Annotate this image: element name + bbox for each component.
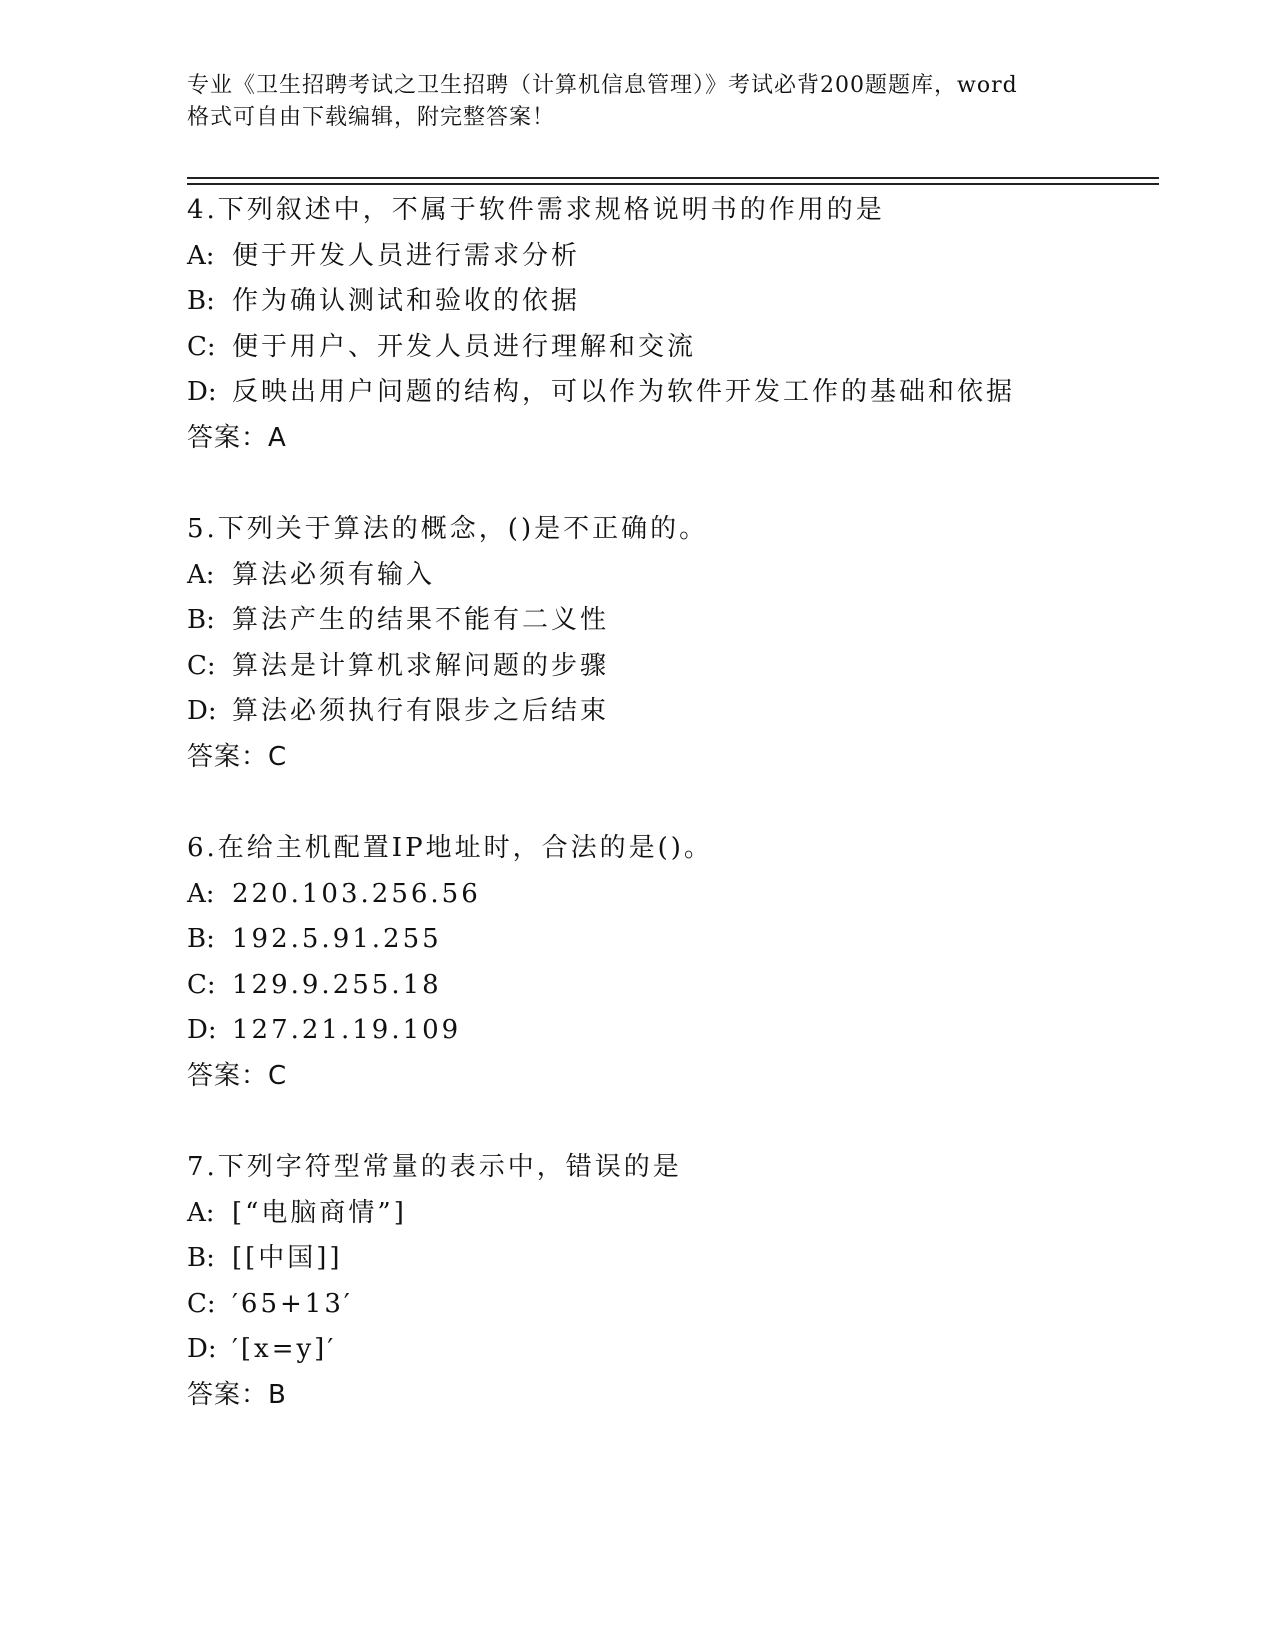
option-label: D:: [187, 377, 217, 407]
option-label: D:: [187, 1015, 217, 1045]
option-c: [187, 1282, 1147, 1328]
option-c: [187, 963, 1147, 1009]
question-stem: 6.在给主机配置IP地址时，合法的是()。: [187, 833, 713, 863]
option-a: [187, 553, 1147, 599]
option-a: [187, 234, 1147, 280]
option-b: [187, 279, 1147, 325]
option-label: B:: [187, 286, 215, 316]
option-label: C:: [187, 331, 216, 362]
header-divider-top: [187, 177, 1159, 179]
option-text: 127.21.19.109: [232, 1015, 462, 1045]
option-b: [187, 598, 1147, 644]
option-label: B:: [187, 1243, 215, 1273]
option-text: ′[x=y]′: [232, 1334, 337, 1364]
question-4: [187, 188, 1147, 461]
option-text: 便于开发人员进行需求分析: [232, 240, 581, 271]
header-line-1: 专业《卫生招聘考试之卫生招聘（计算机信息管理）》考试必背200题题库，word: [187, 73, 1018, 98]
answer-line: 答案：B: [187, 1379, 287, 1410]
option-b: [187, 1236, 1147, 1282]
option-label: A:: [187, 878, 215, 909]
option-label: A:: [187, 559, 215, 590]
option-text: [“电脑商情”]: [232, 1197, 407, 1228]
option-label: C:: [187, 650, 216, 681]
option-text: 算法必须有输入: [232, 559, 436, 590]
option-label: A:: [187, 240, 215, 271]
question-7: [187, 1145, 1147, 1418]
question-stem: 7.下列字符型常量的表示中，错误的是: [187, 1152, 682, 1182]
option-d: [187, 370, 1147, 416]
option-d: [187, 689, 1147, 735]
option-label: C:: [187, 969, 216, 1000]
option-label: A:: [187, 1197, 215, 1228]
option-text: 算法必须执行有限步之后结束: [232, 696, 610, 726]
option-b: [187, 917, 1147, 963]
answer-line: 答案：C: [187, 741, 288, 772]
question-stem: 4.下列叙述中，不属于软件需求规格说明书的作用的是: [187, 195, 885, 225]
option-text: 220.103.256.56: [232, 878, 481, 909]
answer-line: 答案：C: [187, 1060, 288, 1091]
option-text: [[中国]]: [232, 1243, 343, 1273]
question-stem: 5.下列关于算法的概念，()是不正确的。: [187, 514, 709, 544]
header-divider-bottom: [187, 183, 1159, 185]
option-d: [187, 1008, 1147, 1054]
header-line-2: 格式可自由下载编辑，附完整答案！: [187, 105, 556, 130]
option-text: 反映出用户问题的结构，可以作为软件开发工作的基础和依据: [232, 377, 1016, 407]
document-header: [187, 70, 1087, 134]
answer-line: 答案：A: [187, 422, 287, 453]
option-a: [187, 1191, 1147, 1237]
question-6: [187, 826, 1147, 1099]
option-text: 便于用户、开发人员进行理解和交流: [232, 331, 697, 362]
option-c: [187, 325, 1147, 371]
option-d: [187, 1327, 1147, 1373]
option-label: C:: [187, 1288, 216, 1319]
option-label: B:: [187, 924, 215, 954]
option-text: ′65+13′: [232, 1288, 353, 1319]
option-text: 129.9.255.18: [232, 969, 442, 1000]
question-5: [187, 507, 1147, 780]
option-label: D:: [187, 1334, 217, 1364]
option-a: [187, 872, 1147, 918]
option-label: B:: [187, 605, 215, 635]
option-text: 算法是计算机求解问题的步骤: [232, 650, 610, 681]
option-text: 作为确认测试和验收的依据: [232, 286, 581, 316]
option-label: D:: [187, 696, 217, 726]
option-c: [187, 644, 1147, 690]
option-text: 192.5.91.255: [232, 924, 442, 954]
option-text: 算法产生的结果不能有二义性: [232, 605, 610, 635]
